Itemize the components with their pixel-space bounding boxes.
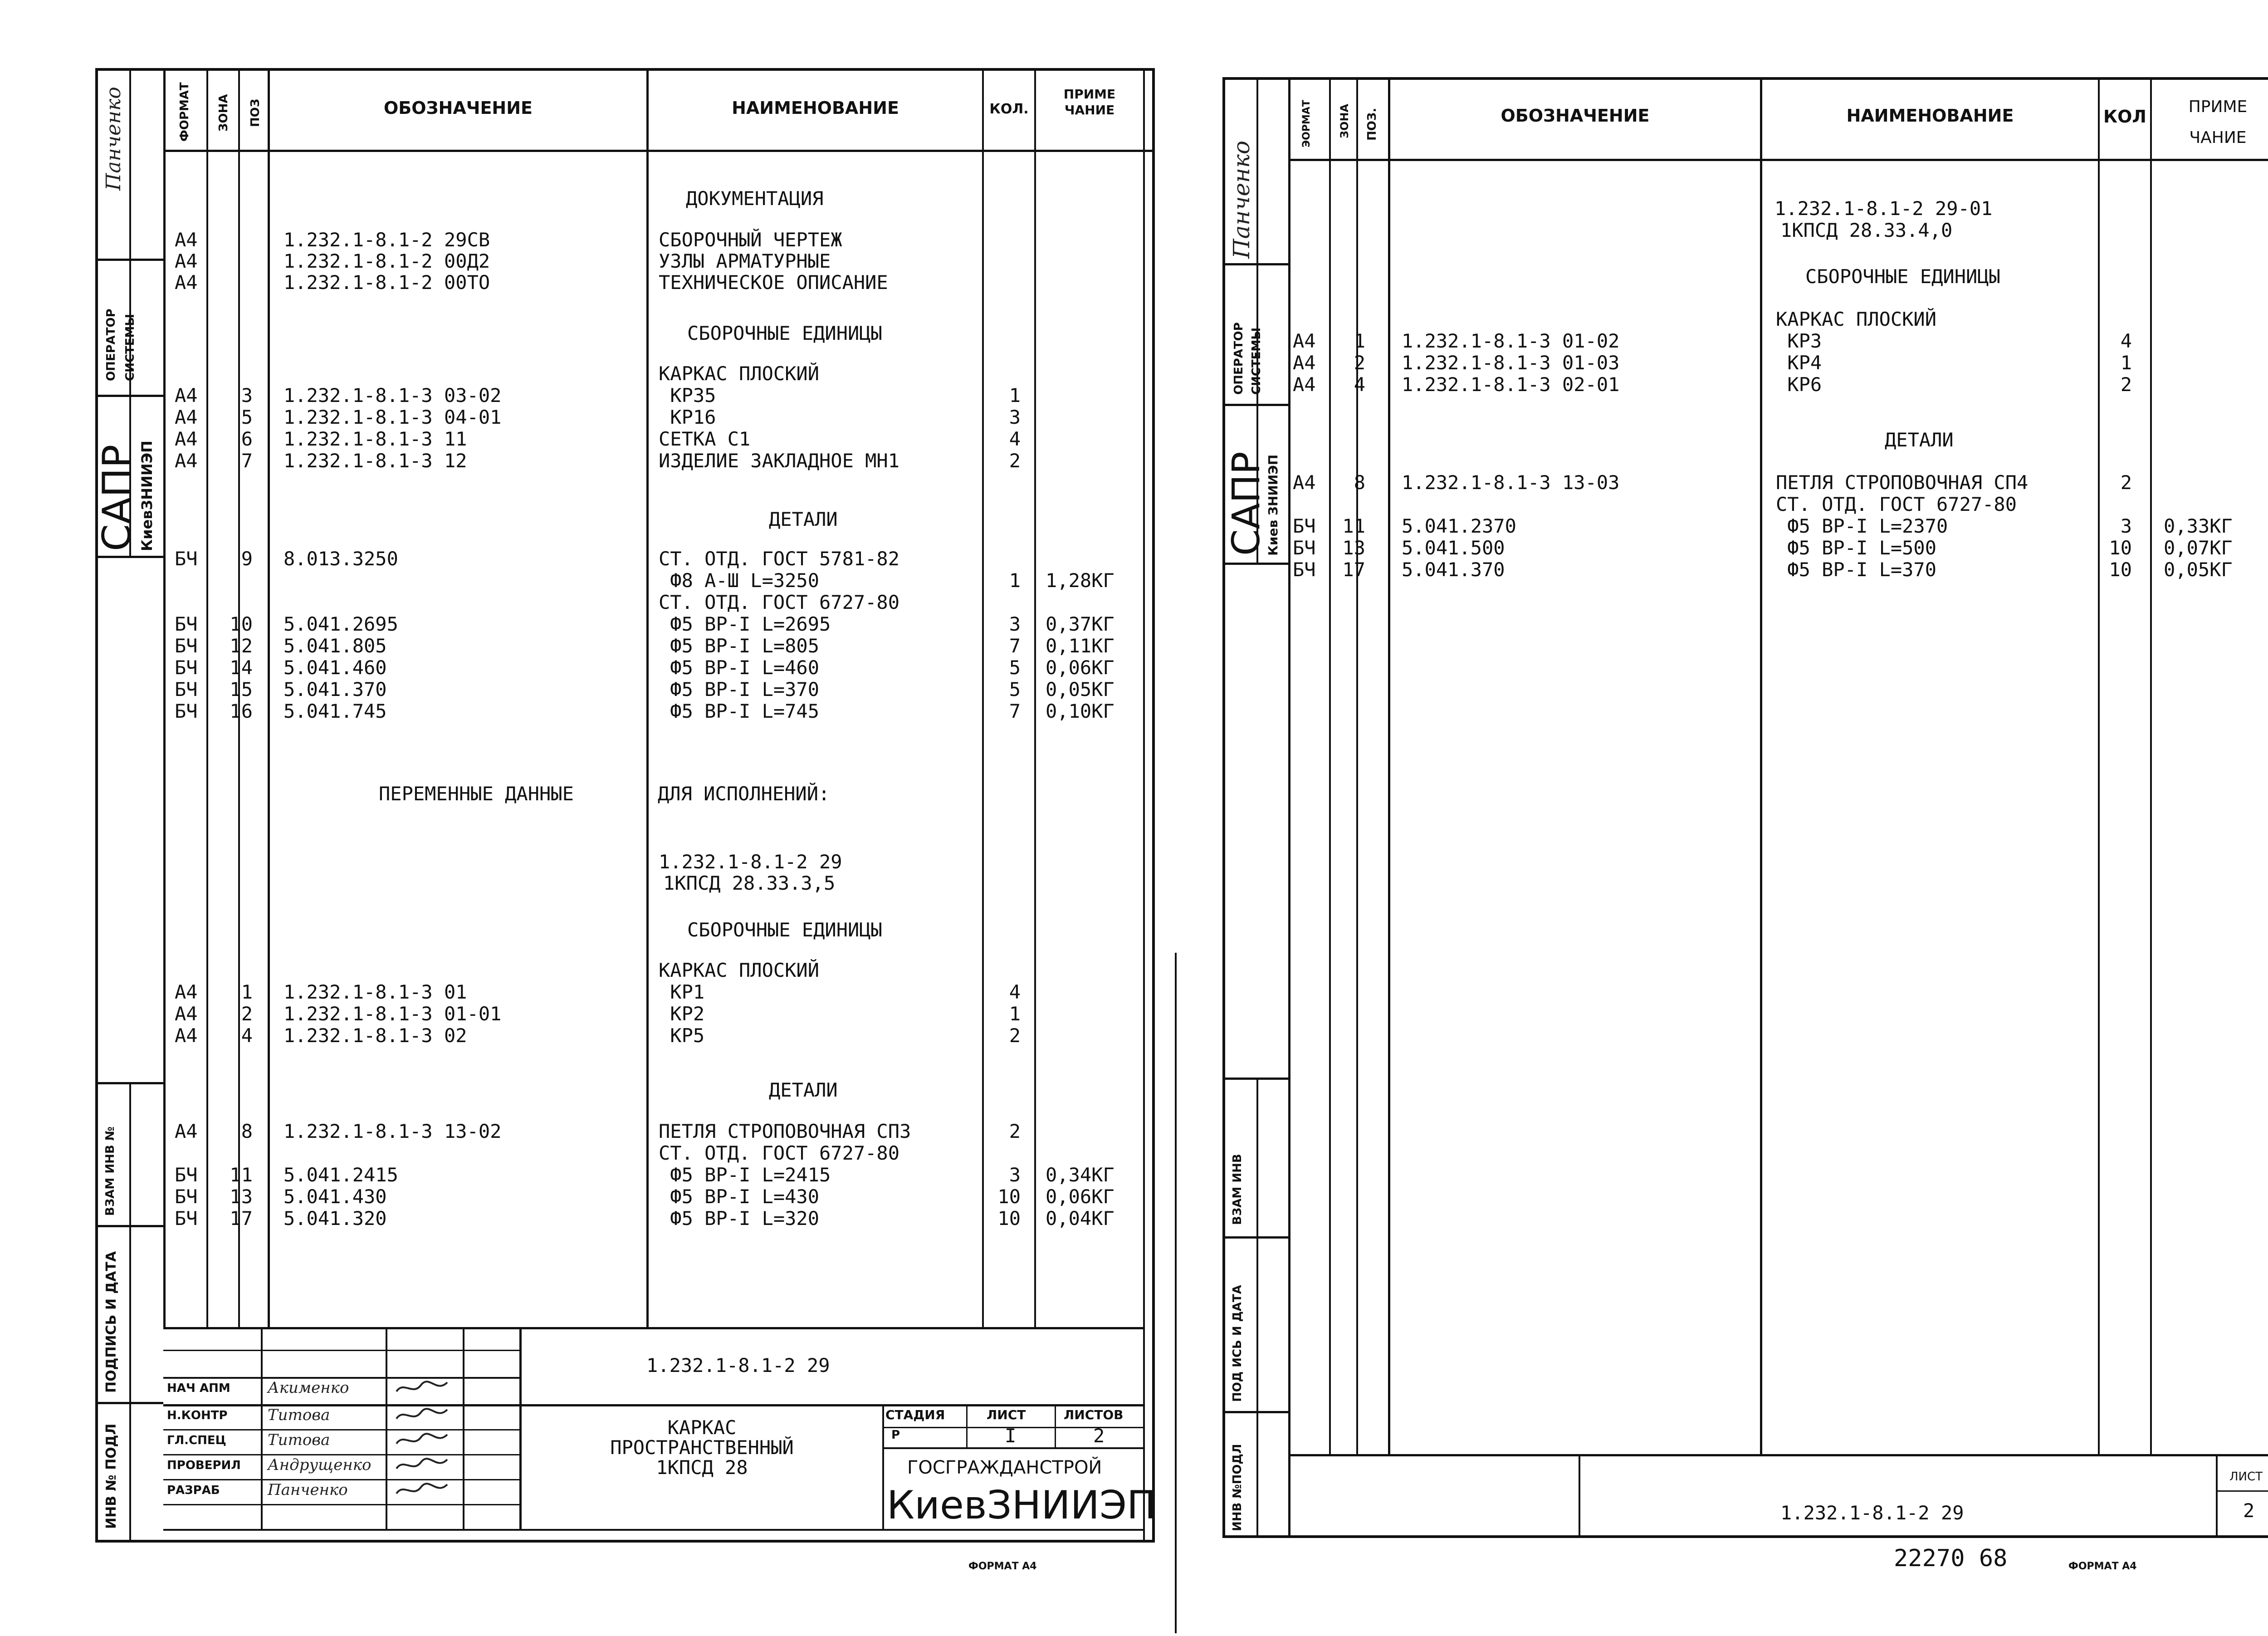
left-cell-note: 0,34КГ bbox=[1046, 1164, 1114, 1186]
left-cell-format: А4 bbox=[175, 1120, 198, 1142]
left-cell-name: КАРКАС ПЛОСКИЙ bbox=[659, 959, 820, 981]
right-sidebar-signature-name: Панченко bbox=[1228, 141, 1255, 259]
right-cell-name: КР4 bbox=[1776, 352, 1822, 374]
left-cell-qty: 2 bbox=[1009, 450, 1021, 472]
title-block-signer-name: Титова bbox=[268, 1431, 330, 1449]
right-spec-row bbox=[0, 330, 2268, 352]
title-block-role: НАЧ АПМ bbox=[167, 1381, 230, 1395]
title-block-role: ГЛ.СПЕЦ bbox=[167, 1434, 226, 1447]
left-cell-name: Ф5 ВР-I L=2415 bbox=[659, 1164, 831, 1186]
left-cell-note: 0,04КГ bbox=[1046, 1207, 1114, 1229]
right-spec-row bbox=[0, 494, 2268, 515]
left-cell-format: А4 bbox=[175, 229, 198, 251]
right-header-zone: ЗОНА bbox=[1338, 103, 1351, 138]
signature-mark bbox=[395, 1405, 449, 1429]
right-cell-name: СТ. ОТД. ГОСТ 6727-80 bbox=[1776, 493, 2017, 515]
right-cell-format: БЧ bbox=[1293, 537, 1316, 559]
left-cell-name: КР35 bbox=[659, 384, 716, 407]
left-cell-qty: 4 bbox=[1009, 428, 1021, 450]
right-cell-designation: 1.232.1-8.1-3 02-01 bbox=[1402, 373, 1620, 396]
left-cell-qty: 10 bbox=[997, 1207, 1021, 1229]
title-block-sheets-label: ЛИСТОВ bbox=[1064, 1407, 1124, 1422]
right-cell-name: Ф5 ВР-I L=2370 bbox=[1776, 515, 1948, 537]
left-cell-format: БЧ bbox=[175, 656, 198, 679]
right-cell-qty: 2 bbox=[2120, 471, 2132, 494]
left-cell-qty: 4 bbox=[1009, 981, 1021, 1003]
right-version-code-1: 1.232.1-8.1-2 29-01 bbox=[1774, 197, 1993, 220]
left-cell-pos: 11 bbox=[230, 1164, 253, 1186]
left-cell-name: ПЕТЛЯ СТРОПОВОЧНАЯ СП3 bbox=[659, 1120, 911, 1142]
left-cell-note: 0,10КГ bbox=[1046, 700, 1114, 722]
right-cell-note: 0,33КГ bbox=[2164, 515, 2233, 537]
right-cell-pos: 1 bbox=[1354, 330, 1365, 352]
left-cell-name: КР5 bbox=[659, 1024, 705, 1047]
right-sheet-label: ЛИСТ bbox=[2229, 1470, 2263, 1484]
left-cell-format: БЧ bbox=[175, 548, 198, 570]
left-cell-note: 1,28КГ bbox=[1046, 569, 1114, 592]
right-cell-name: Ф5 ВР-I L=500 bbox=[1776, 537, 1937, 559]
left-cell-name: СЕТКА С1 bbox=[659, 428, 751, 450]
left-cell-qty: 1 bbox=[1009, 1003, 1021, 1025]
right-cell-qty: 10 bbox=[2109, 537, 2132, 559]
left-version-code-1: 1.232.1-8.1-2 29 bbox=[659, 851, 842, 873]
left-cell-name: КР1 bbox=[659, 981, 705, 1003]
left-cell-format: БЧ bbox=[175, 635, 198, 657]
right-cell-qty: 10 bbox=[2109, 558, 2132, 581]
left-cell-format: А4 bbox=[175, 1024, 198, 1047]
header-format: ФОРМАТ bbox=[178, 82, 191, 142]
title-block-sheets: 2 bbox=[1093, 1425, 1105, 1447]
left-cell-qty: 7 bbox=[1009, 635, 1021, 657]
left-cell-note: 0,05КГ bbox=[1046, 678, 1114, 700]
left-cell-qty: 3 bbox=[1009, 1164, 1021, 1186]
title-block-signer-name: Панченко bbox=[268, 1481, 348, 1499]
left-cell-designation: 5.041.2415 bbox=[284, 1164, 398, 1186]
left-cell-designation: 1.232.1-8.1-3 02 bbox=[284, 1024, 467, 1047]
left-cell-name: ИЗДЕЛИЕ ЗАКЛАДНОЕ МН1 bbox=[659, 450, 900, 472]
title-block-signer-name: Андрущенко bbox=[268, 1456, 371, 1474]
left-cell-format: БЧ bbox=[175, 1164, 198, 1186]
signature-mark bbox=[395, 1455, 449, 1479]
right-spec-row bbox=[0, 309, 2268, 330]
left-section-assembly-2: СБОРОЧНЫЕ ЕДИНИЦЫ bbox=[687, 919, 882, 941]
right-cell-note: 0,05КГ bbox=[2164, 558, 2233, 581]
left-cell-pos: 15 bbox=[230, 678, 253, 700]
title-block-doc-code: 1.232.1-8.1-2 29 bbox=[646, 1354, 830, 1376]
left-cell-pos: 10 bbox=[230, 613, 253, 635]
right-format-note: ФОРМАТ А4 bbox=[2068, 1561, 2137, 1572]
right-cell-designation: 5.041.2370 bbox=[1402, 515, 1516, 537]
left-cell-qty: 3 bbox=[1009, 613, 1021, 635]
left-cell-format: А4 bbox=[175, 271, 198, 294]
right-cell-format: А4 bbox=[1293, 471, 1316, 494]
left-cell-pos: 5 bbox=[241, 406, 253, 428]
left-section-documentation: ДОКУМЕНТАЦИЯ bbox=[686, 187, 824, 210]
left-cell-designation: 1.232.1-8.1-3 11 bbox=[284, 428, 467, 450]
right-cell-pos: 13 bbox=[1342, 537, 1365, 559]
right-spec-row bbox=[0, 559, 2268, 581]
right-section-details: ДЕТАЛИ bbox=[1885, 429, 1954, 451]
left-cell-name: КАРКАС ПЛОСКИЙ bbox=[659, 362, 820, 385]
left-cell-name: Ф5 ВР-I L=460 bbox=[659, 656, 820, 679]
right-sidebar-org: Киев ЗНИИЭП bbox=[1266, 454, 1281, 556]
left-section-details-2: ДЕТАЛИ bbox=[769, 1079, 838, 1101]
sidebar-signature-name: Панченко bbox=[102, 87, 125, 191]
right-cell-designation: 1.232.1-8.1-3 13-03 bbox=[1402, 471, 1620, 494]
right-version-code-2: 1КПСД 28.33.4,0 bbox=[1780, 219, 1953, 241]
left-cell-name: Ф5 ВР-I L=2695 bbox=[659, 613, 831, 635]
left-cell-designation: 1.232.1-8.1-3 04-01 bbox=[284, 406, 502, 428]
right-cell-name: КР6 bbox=[1776, 373, 1822, 396]
right-cell-pos: 2 bbox=[1354, 352, 1365, 374]
left-cell-pos: 7 bbox=[241, 450, 253, 472]
left-cell-qty: 5 bbox=[1009, 678, 1021, 700]
left-section-variable-data: ПЕРЕМЕННЫЕ ДАННЫЕ bbox=[379, 783, 574, 805]
left-cell-format: БЧ bbox=[175, 1185, 198, 1208]
left-cell-format: А4 bbox=[175, 406, 198, 428]
left-cell-designation: 1.232.1-8.1-3 12 bbox=[284, 450, 467, 472]
sidebar-sign-date: ПОДПИСЬ И ДАТА bbox=[103, 1251, 119, 1393]
right-sheet bbox=[1222, 77, 2268, 1538]
left-cell-pos: 14 bbox=[230, 656, 253, 679]
signature-mark bbox=[395, 1378, 449, 1402]
left-cell-designation: 1.232.1-8.1-3 01 bbox=[284, 981, 467, 1003]
left-cell-qty: 2 bbox=[1009, 1120, 1021, 1142]
left-cell-note: 0,06КГ bbox=[1046, 1185, 1114, 1208]
right-cell-designation: 5.041.500 bbox=[1402, 537, 1505, 559]
title-block-role: РАЗРАБ bbox=[167, 1484, 220, 1497]
left-cell-pos: 4 bbox=[241, 1024, 253, 1047]
right-cell-qty: 4 bbox=[2120, 330, 2132, 352]
right-cell-format: А4 bbox=[1293, 352, 1316, 374]
title-block-stage-label: СТАДИЯ bbox=[885, 1407, 945, 1422]
right-cell-name: КР3 bbox=[1776, 330, 1822, 352]
left-cell-designation: 1.232.1-8.1-2 00ТО bbox=[284, 271, 490, 294]
header-note: ПРИМЕ ЧАНИЕ bbox=[1063, 87, 1116, 118]
title-block-stage: Р bbox=[891, 1428, 900, 1442]
left-cell-pos: 6 bbox=[241, 428, 253, 450]
right-cell-designation: 5.041.370 bbox=[1402, 558, 1505, 581]
right-cell-qty: 1 bbox=[2120, 352, 2132, 374]
header-pos: ПОЗ bbox=[249, 98, 262, 127]
left-cell-format: А4 bbox=[175, 1003, 198, 1025]
left-cell-designation: 1.232.1-8.1-3 01-01 bbox=[284, 1003, 502, 1025]
left-cell-name: СТ. ОТД. ГОСТ 5781-82 bbox=[659, 548, 900, 570]
left-cell-pos: 3 bbox=[241, 384, 253, 407]
left-cell-note: 0,11КГ bbox=[1046, 635, 1114, 657]
left-cell-name: УЗЛЫ АРМАТУРНЫЕ bbox=[659, 250, 831, 272]
right-header-designation: ОБОЗНАЧЕНИЕ bbox=[1501, 106, 1650, 126]
header-name: НАИМЕНОВАНИЕ bbox=[732, 98, 899, 118]
sidebar-org: КиевЗНИИЭП bbox=[138, 441, 156, 551]
title-block-role: Н.КОНТР bbox=[167, 1409, 228, 1422]
title-block-role: ПРОВЕРИЛ bbox=[167, 1459, 241, 1472]
right-cell-format: БЧ bbox=[1293, 558, 1316, 581]
sidebar-inv-orig: ИНВ № ПОДЛ bbox=[103, 1423, 119, 1529]
sidebar-vzam: ВЗАМ ИНВ № bbox=[103, 1126, 117, 1216]
left-cell-pos: 1 bbox=[241, 981, 253, 1003]
right-sidebar-sapr: САПР bbox=[1224, 451, 1268, 556]
left-cell-designation: 5.041.460 bbox=[284, 656, 387, 679]
right-spec-row bbox=[0, 537, 2268, 559]
right-sidebar-vzam: ВЗАМ ИНВ bbox=[1231, 1154, 1244, 1225]
left-cell-name: Ф8 А-Ш L=3250 bbox=[659, 569, 820, 592]
left-cell-designation: 5.041.320 bbox=[284, 1207, 387, 1229]
left-cell-format: БЧ bbox=[175, 678, 198, 700]
left-cell-name: ТЕХНИЧЕСКОЕ ОПИСАНИЕ bbox=[659, 271, 888, 294]
right-cell-designation: 1.232.1-8.1-3 01-03 bbox=[1402, 352, 1620, 374]
left-cell-qty: 2 bbox=[1009, 1024, 1021, 1047]
left-cell-designation: 5.041.2695 bbox=[284, 613, 398, 635]
right-header-format: ЭОРМАТ bbox=[1301, 100, 1312, 147]
right-sidebar-sign-date: ПОД ИСЬ И ДАТА bbox=[1231, 1285, 1244, 1402]
left-cell-name: СБОРОЧНЫЙ ЧЕРТЕЖ bbox=[659, 229, 842, 251]
left-cell-pos: 2 bbox=[241, 1003, 253, 1025]
left-cell-name: Ф5 ВР-I L=745 bbox=[659, 700, 820, 722]
left-cell-designation: 5.041.430 bbox=[284, 1185, 387, 1208]
left-cell-designation: 1.232.1-8.1-2 29СВ bbox=[284, 229, 490, 251]
left-cell-pos: 13 bbox=[230, 1185, 253, 1208]
left-format-note: ФОРМАТ А4 bbox=[968, 1561, 1037, 1572]
title-block-org: КиевЗНИИЭП bbox=[887, 1483, 1156, 1528]
left-cell-pos: 12 bbox=[230, 635, 253, 657]
right-cell-name: Ф5 ВР-I L=370 bbox=[1776, 558, 1937, 581]
left-version-code-2: 1КПСД 28.33.3,5 bbox=[663, 872, 836, 894]
right-sidebar-operator: ОПЕРАТОР СИСТЕМЫ bbox=[1232, 322, 1263, 395]
right-spec-row bbox=[0, 374, 2268, 396]
sidebar-operator: ОПЕРАТОР СИСТЕМЫ bbox=[104, 309, 137, 381]
right-cell-pos: 8 bbox=[1354, 471, 1365, 494]
left-cell-designation: 1.232.1-8.1-3 13-02 bbox=[284, 1120, 502, 1142]
right-header-pos: ПОЗ. bbox=[1365, 108, 1379, 141]
left-cell-designation: 5.041.805 bbox=[284, 635, 387, 657]
title-block-sheet-label: ЛИСТ bbox=[987, 1407, 1026, 1422]
left-cell-format: А4 bbox=[175, 428, 198, 450]
left-cell-qty: 7 bbox=[1009, 700, 1021, 722]
left-cell-qty: 10 bbox=[997, 1185, 1021, 1208]
right-cell-qty: 3 bbox=[2120, 515, 2132, 537]
left-cell-pos: 9 bbox=[241, 548, 253, 570]
header-zone: ЗОНА bbox=[217, 94, 230, 132]
left-cell-pos: 8 bbox=[241, 1120, 253, 1142]
right-header-note: ПРИМЕ ЧАНИЕ bbox=[2188, 98, 2248, 147]
left-cell-format: А4 bbox=[175, 250, 198, 272]
signature-mark bbox=[395, 1480, 449, 1504]
left-cell-qty: 1 bbox=[1009, 569, 1021, 592]
left-cell-name: КР2 bbox=[659, 1003, 705, 1025]
right-spec-row bbox=[0, 352, 2268, 374]
left-cell-name: Ф5 ВР-I L=320 bbox=[659, 1207, 820, 1229]
title-block-ministry: ГОСГРАЖДАНСТРОЙ bbox=[907, 1457, 1102, 1478]
left-cell-name: Ф5 ВР-I L=805 bbox=[659, 635, 820, 657]
right-cell-format: А4 bbox=[1293, 330, 1316, 352]
right-spec-row bbox=[0, 515, 2268, 537]
left-section-for-versions: ДЛЯ ИСПОЛНЕНИЙ: bbox=[658, 783, 830, 805]
left-cell-format: А4 bbox=[175, 981, 198, 1003]
right-cell-name: ПЕТЛЯ СТРОПОВОЧНАЯ СП4 bbox=[1776, 471, 2028, 494]
right-cell-format: А4 bbox=[1293, 373, 1316, 396]
right-cell-note: 0,07КГ bbox=[2164, 537, 2233, 559]
right-cell-name: КАРКАС ПЛОСКИЙ bbox=[1776, 308, 1937, 330]
left-cell-format: БЧ bbox=[175, 613, 198, 635]
left-cell-name: Ф5 ВР-I L=370 bbox=[659, 678, 820, 700]
left-cell-designation: 1.232.1-8.1-3 03-02 bbox=[284, 384, 502, 407]
right-sidebar-inv-orig: ИНВ №ПОДЛ bbox=[1231, 1444, 1244, 1531]
left-cell-designation: 8.013.3250 bbox=[284, 548, 398, 570]
right-header-name: НАИМЕНОВАНИЕ bbox=[1846, 106, 2014, 126]
title-block-signer-name: Титова bbox=[268, 1406, 330, 1424]
left-cell-name: Ф5 ВР-I L=430 bbox=[659, 1185, 820, 1208]
left-cell-pos: 16 bbox=[230, 700, 253, 722]
left-cell-designation: 5.041.370 bbox=[284, 678, 387, 700]
left-cell-format: А4 bbox=[175, 450, 198, 472]
left-cell-pos: 17 bbox=[230, 1207, 253, 1229]
right-spec-row bbox=[0, 472, 2268, 494]
sidebar-sapr: САПР bbox=[94, 444, 140, 551]
header-designation: ОБОЗНАЧЕНИЕ bbox=[383, 98, 533, 118]
left-cell-format: А4 bbox=[175, 384, 198, 407]
title-block-title: КАРКАС ПРОСТРАНСТВЕННЫЙ 1КПСД 28 bbox=[610, 1416, 794, 1479]
right-cell-pos: 17 bbox=[1342, 558, 1365, 581]
right-sheet-number: 2 bbox=[2243, 1499, 2255, 1522]
left-cell-format: БЧ bbox=[175, 700, 198, 722]
right-section-assembly: СБОРОЧНЫЕ ЕДИНИЦЫ bbox=[1805, 265, 2000, 288]
left-cell-qty: 5 bbox=[1009, 656, 1021, 679]
title-block-signer-name: Акименко bbox=[268, 1379, 349, 1397]
left-cell-qty: 1 bbox=[1009, 384, 1021, 407]
left-section-assembly-1: СБОРОЧНЫЕ ЕДИНИЦЫ bbox=[687, 322, 882, 344]
right-cell-designation: 1.232.1-8.1-3 01-02 bbox=[1402, 330, 1620, 352]
left-cell-qty: 3 bbox=[1009, 406, 1021, 428]
left-cell-note: 0,37КГ bbox=[1046, 613, 1114, 635]
title-block-sheet: I bbox=[1005, 1425, 1017, 1447]
left-cell-designation: 5.041.745 bbox=[284, 700, 387, 722]
right-cell-qty: 2 bbox=[2120, 373, 2132, 396]
right-doc-code: 1.232.1-8.1-2 29 bbox=[1780, 1502, 1964, 1524]
left-cell-designation: 1.232.1-8.1-2 00Д2 bbox=[284, 250, 490, 272]
left-cell-note: 0,06КГ bbox=[1046, 656, 1114, 679]
left-cell-name: КР16 bbox=[659, 406, 716, 428]
left-cell-format: БЧ bbox=[175, 1207, 198, 1229]
left-cell-name: СТ. ОТД. ГОСТ 6727-80 bbox=[659, 591, 900, 613]
right-cell-pos: 4 bbox=[1354, 373, 1365, 396]
left-section-details-1: ДЕТАЛИ bbox=[769, 508, 838, 530]
right-archive-number: 22270 68 bbox=[1894, 1545, 2008, 1572]
header-qty: КОЛ. bbox=[989, 101, 1029, 117]
right-cell-format: БЧ bbox=[1293, 515, 1316, 537]
right-header-qty: КОЛ bbox=[2103, 107, 2146, 127]
right-cell-pos: 11 bbox=[1342, 515, 1365, 537]
left-cell-name: СТ. ОТД. ГОСТ 6727-80 bbox=[659, 1142, 900, 1164]
signature-mark bbox=[395, 1430, 449, 1454]
